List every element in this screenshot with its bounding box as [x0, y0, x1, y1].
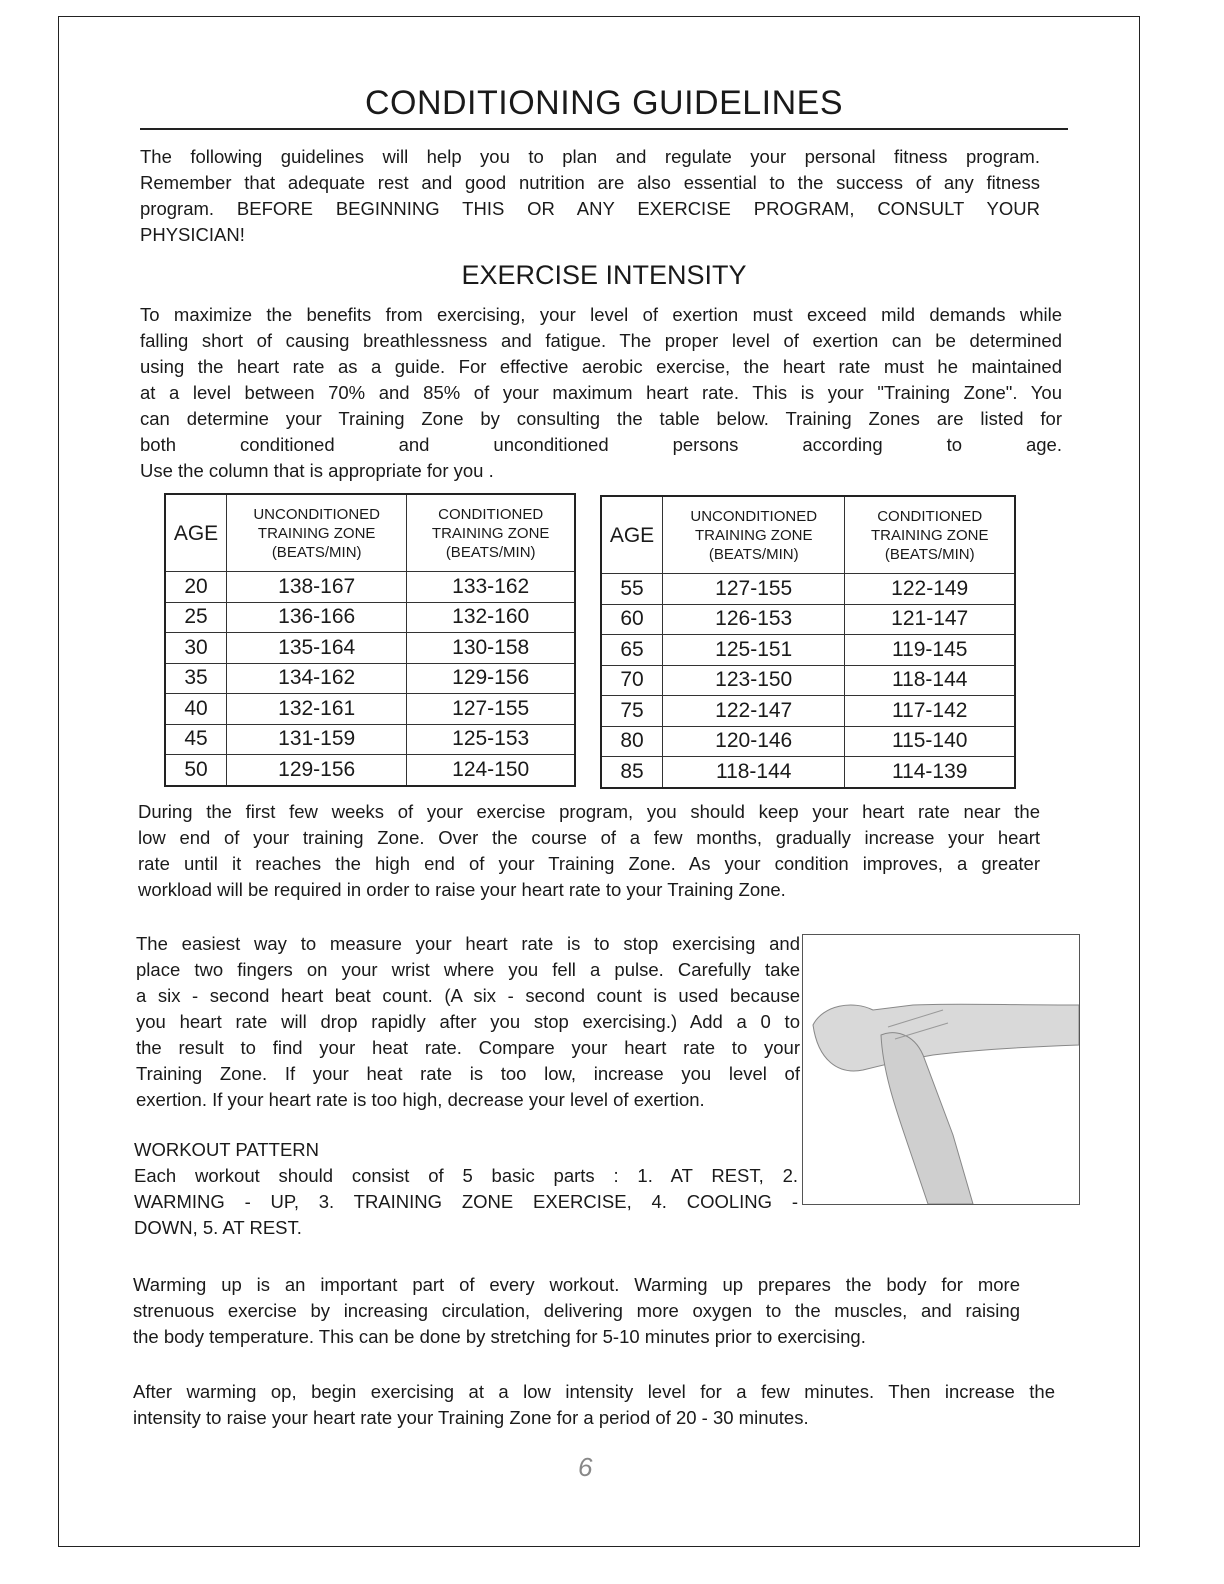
unconditioned-zone-cell: 138-167 — [227, 572, 407, 603]
conditioned-zone-cell: 114-139 — [845, 757, 1015, 788]
header-line: TRAINING ZONE — [694, 526, 813, 544]
intensity-paragraph — [140, 302, 1062, 484]
conditioned-zone-cell: 115-140 — [845, 726, 1015, 757]
text-line: Use the column that is appropriate for you . — [140, 460, 494, 481]
text-line: the body temperature. This can be done by stretching for 5-10 minutes prior to exercising. — [133, 1326, 866, 1347]
age-cell: 30 — [165, 633, 227, 664]
unconditioned-zone-cell: 118-144 — [663, 757, 845, 788]
conditioned-zone-cell: 121-147 — [845, 604, 1015, 635]
table-row — [165, 602, 575, 633]
page-number: 6 — [578, 1452, 593, 1482]
unconditioned-zone-cell: 135-164 — [227, 633, 407, 664]
age-cell: 85 — [601, 757, 663, 788]
age-cell: 25 — [165, 602, 227, 633]
table-row — [601, 604, 1015, 635]
text-line: low end of your training Zone. Over the course of a few months, gradually increase your heart — [138, 827, 1040, 848]
text-line: rate until it reaches the high end of your Training Zone. As your condition improves, a greater — [138, 853, 1040, 874]
warming-up-paragraph — [133, 1272, 1020, 1350]
table-row — [165, 663, 575, 694]
text-line: strenuous exercise by increasing circulation, delivering more oxygen to the muscles, and raising — [133, 1300, 1020, 1321]
intro-paragraph — [140, 144, 1040, 248]
measure-heart-rate-paragraph — [136, 931, 800, 1113]
table-row — [601, 757, 1015, 788]
wrist-pulse-photo — [802, 934, 1080, 1205]
unconditioned-zone-cell: 132-161 — [227, 694, 407, 725]
conditioned-zone-cell: 122-149 — [845, 574, 1015, 605]
after-warming-paragraph — [133, 1379, 1055, 1431]
age-cell: 60 — [601, 604, 663, 635]
text-line: falling short of causing breathlessness and fatigue. The proper level of exertion can be determined — [140, 330, 1062, 351]
unconditioned-zone-cell: 136-166 — [227, 602, 407, 633]
conditioned-zone-cell: 118-144 — [845, 665, 1015, 696]
age-cell: 40 — [165, 694, 227, 725]
header-line: (BEATS/MIN) — [445, 543, 536, 561]
header-row — [601, 496, 1015, 574]
age-cell: 35 — [165, 663, 227, 694]
title-divider — [140, 128, 1068, 130]
header-line: (BEATS/MIN) — [271, 543, 362, 561]
header-row — [165, 494, 575, 572]
text-line: program. BEFORE BEGINNING THIS OR ANY EXERCISE PROGRAM, CONSULT YOUR — [140, 198, 1040, 219]
unconditioned-zone-cell: 125-151 — [663, 635, 845, 666]
text-line: intensity to raise your heart rate your Training Zone for a period of 20 - 30 minutes. — [133, 1407, 809, 1428]
conditioned-header — [407, 494, 575, 572]
training-zone-table-right — [600, 495, 1016, 789]
table-row — [165, 572, 575, 603]
text-line: Warming up is an important part of every workout. Warming up prepares the body for more — [133, 1274, 1020, 1295]
header-line: TRAINING ZONE — [257, 524, 376, 542]
table-row — [601, 635, 1015, 666]
text-line: Each workout should consist of 5 basic parts : 1. AT REST, 2. — [134, 1165, 798, 1186]
conditioned-zone-cell: 119-145 — [845, 635, 1015, 666]
workout-pattern-section — [134, 1137, 798, 1241]
age-header: AGE — [601, 496, 663, 574]
progression-paragraph — [138, 799, 1040, 903]
table-row — [165, 724, 575, 755]
conditioned-zone-cell: 133-162 — [407, 572, 575, 603]
workout-pattern-heading: WORKOUT PATTERN — [134, 1139, 319, 1160]
conditioned-zone-cell: 130-158 — [407, 633, 575, 664]
section-title-exercise-intensity: EXERCISE INTENSITY — [461, 260, 747, 290]
age-cell: 50 — [165, 755, 227, 786]
header-line: TRAINING ZONE — [431, 524, 550, 542]
text-line: at a level between 70% and 85% of your maximum heart rate. This is your "Training Zone". You — [140, 382, 1062, 403]
unconditioned-zone-cell: 131-159 — [227, 724, 407, 755]
unconditioned-zone-cell: 122-147 — [663, 696, 845, 727]
text-line: The following guidelines will help you to plan and regulate your personal fitness program. — [140, 146, 1040, 167]
unconditioned-header — [663, 496, 845, 574]
unconditioned-zone-cell: 120-146 — [663, 726, 845, 757]
text-line: To maximize the benefits from exercising, your level of exertion must exceed mild demands while — [140, 304, 1062, 325]
conditioned-zone-cell: 117-142 — [845, 696, 1015, 727]
table-row — [601, 665, 1015, 696]
text-line: The easiest way to measure your heart rate is to stop exercising and — [136, 933, 800, 954]
text-line: place two fingers on your wrist where you fell a pulse. Carefully take — [136, 959, 800, 980]
table-row — [601, 696, 1015, 727]
table-row — [601, 574, 1015, 605]
unconditioned-zone-cell: 127-155 — [663, 574, 845, 605]
text-line: During the first few weeks of your exercise program, you should keep your heart rate near the — [138, 801, 1040, 822]
age-cell: 75 — [601, 696, 663, 727]
header-line: TRAINING ZONE — [870, 526, 989, 544]
text-line: using the heart rate as a guide. For effective aerobic exercise, the heart rate must he maintained — [140, 356, 1062, 377]
header-line: UNCONDITIONED — [253, 505, 381, 523]
conditioned-zone-cell: 127-155 — [407, 694, 575, 725]
table-row — [601, 726, 1015, 757]
age-cell: 20 — [165, 572, 227, 603]
text-line: workload will be required in order to raise your heart rate to your Training Zone. — [138, 879, 786, 900]
age-header: AGE — [165, 494, 227, 572]
unconditioned-zone-cell: 123-150 — [663, 665, 845, 696]
text-line: Remember that adequate rest and good nutrition are also essential to the success of any fitness — [140, 172, 1040, 193]
text-line: exertion. If your heart rate is too high, decrease your level of exertion. — [136, 1089, 705, 1110]
age-cell: 45 — [165, 724, 227, 755]
header-line: CONDITIONED — [438, 505, 544, 523]
age-cell: 80 — [601, 726, 663, 757]
text-line: both conditioned and unconditioned persons according to age. — [140, 434, 1062, 455]
unconditioned-zone-cell: 129-156 — [227, 755, 407, 786]
text-line: Training Zone. If your heat rate is too low, increase you level of — [136, 1063, 800, 1084]
text-line: DOWN, 5. AT REST. — [134, 1217, 302, 1238]
text-line: you heart rate will drop rapidly after you stop exercising.) Add a 0 to — [136, 1011, 800, 1032]
conditioned-zone-cell: 125-153 — [407, 724, 575, 755]
unconditioned-header — [227, 494, 407, 572]
conditioned-zone-cell: 124-150 — [407, 755, 575, 786]
conditioned-zone-cell: 129-156 — [407, 663, 575, 694]
text-line: PHYSICIAN! — [140, 224, 245, 245]
header-line: CONDITIONED — [877, 507, 983, 525]
header-line: UNCONDITIONED — [690, 507, 818, 525]
text-line: After warming op, begin exercising at a low intensity level for a few minutes. Then increase the — [133, 1381, 1055, 1402]
table-row — [165, 755, 575, 786]
text-line: a six - second heart beat count. (A six - second count is used because — [136, 985, 800, 1006]
unconditioned-zone-cell: 126-153 — [663, 604, 845, 635]
header-line: (BEATS/MIN) — [884, 545, 975, 563]
text-line: the result to find your heat rate. Compare your heart rate to your — [136, 1037, 800, 1058]
conditioned-zone-cell: 132-160 — [407, 602, 575, 633]
text-line: can determine your Training Zone by consulting the table below. Training Zones are listed for — [140, 408, 1062, 429]
age-cell: 70 — [601, 665, 663, 696]
text-line: WARMING - UP, 3. TRAINING ZONE EXERCISE, 4. COOLING - — [134, 1191, 798, 1212]
unconditioned-zone-cell: 134-162 — [227, 663, 407, 694]
table-row — [165, 694, 575, 725]
age-cell: 55 — [601, 574, 663, 605]
conditioned-header — [845, 496, 1015, 574]
page-title: CONDITIONING GUIDELINES — [364, 84, 844, 122]
training-zone-table-left — [164, 493, 576, 787]
age-cell: 65 — [601, 635, 663, 666]
table-row — [165, 633, 575, 664]
header-line: (BEATS/MIN) — [708, 545, 799, 563]
